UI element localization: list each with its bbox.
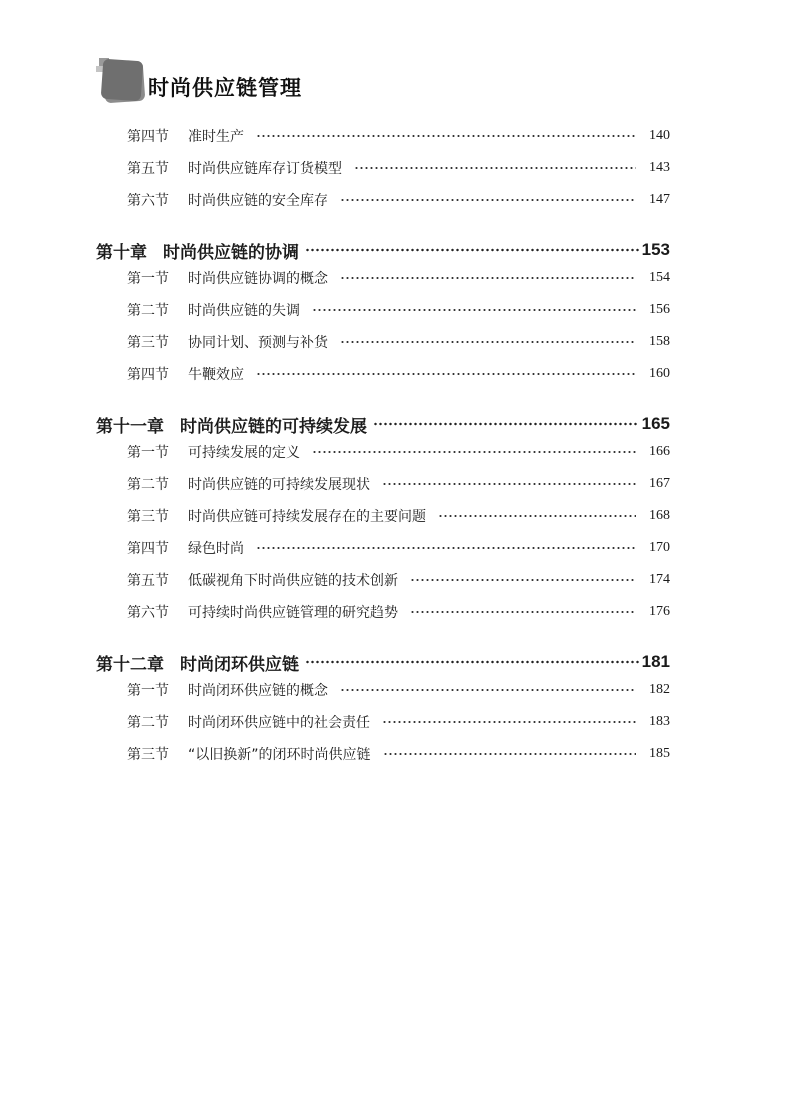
dot-leader [305,660,639,664]
section-number: 第二节 [127,715,169,731]
page-number: 183 [649,714,670,729]
section-title: 协同计划、预测与补货 [188,335,328,351]
page-number: 165 [641,414,670,433]
page-number: 167 [649,476,670,491]
section-title: “以旧换新”的闭环时尚供应链 [188,747,371,763]
section-number: 第一节 [127,271,169,287]
section-number: 第六节 [127,193,169,209]
chapter-number: 第十章 [96,242,147,263]
toc-section-entry[interactable] [127,124,670,148]
dot-leader [410,610,636,614]
dot-leader [410,578,636,582]
toc-section-entry[interactable] [127,156,670,180]
dot-leader [312,450,636,454]
section-number: 第一节 [127,683,169,699]
section-title: 低碳视角下时尚供应链的技术创新 [188,573,398,589]
section-title: 牛鞭效应 [188,367,244,383]
toc-section-entry[interactable] [127,266,670,290]
toc-section-entry[interactable] [127,678,670,702]
page-number: 153 [641,240,670,259]
section-title: 时尚供应链协调的概念 [188,271,328,287]
section-number: 第一节 [127,445,169,461]
dot-leader [382,482,636,486]
dot-leader [256,546,636,550]
toc-section-entry[interactable] [127,568,670,592]
dot-leader [383,752,636,756]
page-number: 182 [649,682,670,697]
page-number: 168 [649,508,670,523]
dot-leader [373,422,639,426]
dot-leader [340,340,636,344]
toc-section-entry[interactable] [127,440,670,464]
section-number: 第四节 [127,541,169,557]
page-number: 181 [641,652,670,671]
dot-leader [340,276,636,280]
page-header [96,50,396,106]
toc-section-entry[interactable] [127,298,670,322]
section-title: 时尚供应链的可持续发展现状 [188,477,370,493]
page-number: 170 [649,540,670,555]
page-number: 143 [649,160,670,175]
section-title: 时尚闭环供应链的概念 [188,683,328,699]
toc-section-entry[interactable] [127,362,670,386]
section-title: 时尚闭环供应链中的社会责任 [188,715,370,731]
chapter-title: 时尚闭环供应链 [180,654,299,675]
dot-leader [438,514,636,518]
toc-chapter-entry[interactable] [96,648,670,676]
section-number: 第二节 [127,303,169,319]
section-title: 可持续发展的定义 [188,445,300,461]
toc-section-entry[interactable] [127,600,670,624]
section-title: 时尚供应链库存订货模型 [188,161,342,177]
page-number: 154 [649,270,670,285]
page-number: 140 [649,128,670,143]
dot-leader [340,198,636,202]
section-number: 第二节 [127,477,169,493]
toc-section-entry[interactable] [127,710,670,734]
page-number: 147 [649,192,670,207]
section-title: 绿色时尚 [188,541,244,557]
chapter-title: 时尚供应链的协调 [163,242,299,263]
section-title: 时尚供应链的失调 [188,303,300,319]
section-number: 第五节 [127,161,169,177]
page-number: 158 [649,334,670,349]
toc-section-entry[interactable] [127,742,670,766]
dot-leader [354,166,636,170]
page-number: 185 [649,746,670,761]
chapter-number: 第十一章 [96,416,164,437]
section-title: 可持续时尚供应链管理的研究趋势 [188,605,398,621]
dot-leader [312,308,636,312]
page-number: 166 [649,444,670,459]
dot-leader [382,720,636,724]
toc-section-entry[interactable] [127,472,670,496]
dot-leader [256,134,636,138]
toc-chapter-entry[interactable] [96,410,670,438]
section-number: 第四节 [127,129,169,145]
section-title: 准时生产 [188,129,244,145]
dot-leader [305,248,639,252]
chapter-number: 第十二章 [96,654,164,675]
book-logo-icon [96,50,146,106]
toc-section-entry[interactable] [127,504,670,528]
section-number: 第三节 [127,335,169,351]
section-title: 时尚供应链的安全库存 [188,193,328,209]
toc-section-entry[interactable] [127,330,670,354]
page-number: 160 [649,366,670,381]
section-number: 第三节 [127,509,169,525]
section-number: 第四节 [127,367,169,383]
toc-chapter-entry[interactable] [96,236,670,264]
chapter-title: 时尚供应链的可持续发展 [180,416,367,437]
book-title: 时尚供应链管理 [148,76,302,100]
dot-leader [256,372,636,376]
toc-section-entry[interactable] [127,188,670,212]
page-number: 174 [649,572,670,587]
page-number: 156 [649,302,670,317]
page-number: 176 [649,604,670,619]
toc-section-entry[interactable] [127,536,670,560]
section-number: 第三节 [127,747,169,763]
section-number: 第六节 [127,605,169,621]
dot-leader [340,688,636,692]
section-number: 第五节 [127,573,169,589]
section-title: 时尚供应链可持续发展存在的主要问题 [188,509,426,525]
